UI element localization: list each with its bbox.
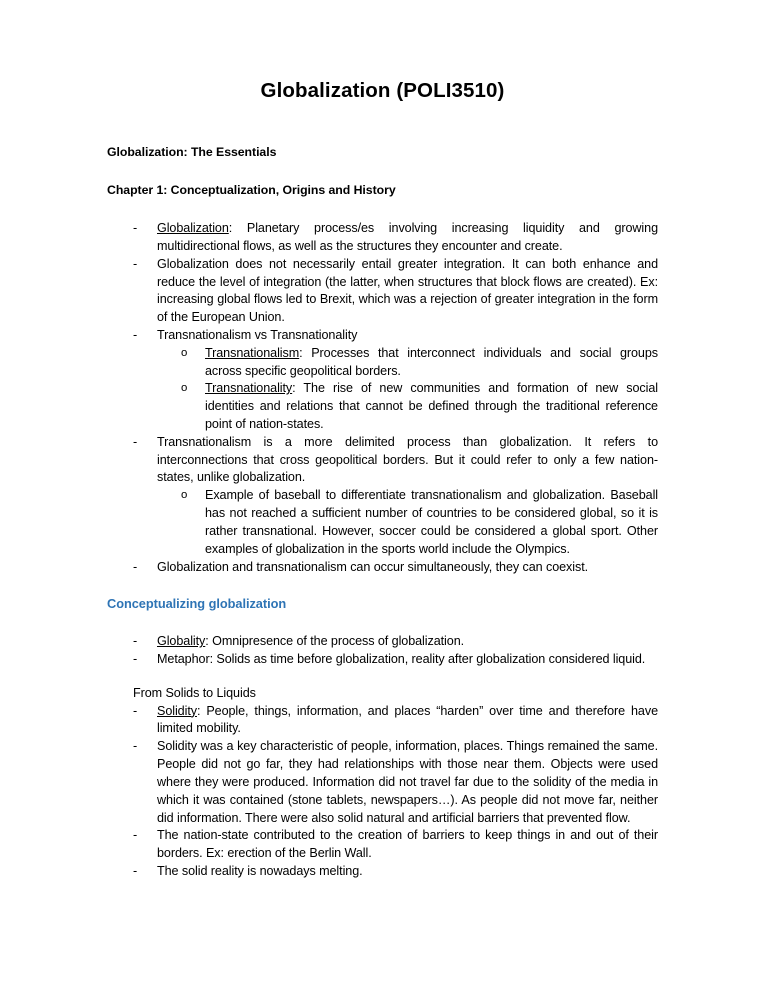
list-item — [107, 559, 658, 577]
spacer — [107, 613, 658, 633]
sub-list-item — [107, 487, 658, 558]
key-term: Solidity — [157, 703, 197, 718]
chapter-heading: Chapter 1: Conceptualization, Origins and History — [107, 182, 396, 197]
list-item — [107, 220, 658, 256]
spacer — [107, 198, 658, 220]
list-item — [107, 863, 658, 881]
list-item-text: The solid reality is nowadays melting. — [157, 863, 363, 878]
page-title: Globalization (POLI3510) — [260, 79, 505, 102]
list-item — [107, 651, 658, 669]
spacer — [107, 104, 658, 144]
dash-bullet-icon: - — [133, 739, 138, 754]
section-heading: Conceptualizing globalization — [107, 596, 287, 612]
sub-list-item — [107, 345, 658, 381]
spacer — [107, 160, 658, 182]
list-item-text: Solidity was a key characteristic of people, information, places. Things remained the same. People did not go far, they had relationships with those near them. Objects were used where they were produced. Information did not travel far due to the solidity of the media in which it was contained (stone tablets, newspapers…). As people did not move far, neither did information. There were also solid natural and artificial barriers that prevented flow. — [157, 739, 658, 825]
sub-list-item — [107, 380, 658, 433]
dash-bullet-icon: - — [133, 703, 138, 718]
list-item-text: Globalization and transnationalism can occur simultaneously, they can coexist. — [157, 559, 589, 574]
list-item — [107, 633, 658, 651]
list-item-text: : Omnipresence of the process of globalization. — [205, 634, 465, 649]
list-item — [107, 738, 658, 827]
document-subtitle: Globalization: The Essentials — [107, 144, 277, 159]
key-term: Transnationalism — [205, 345, 300, 360]
dash-bullet-icon: - — [133, 863, 138, 878]
list-item-text: Globalization does not necessarily entail greater integration. It can both enhance and reduce the level of integration (the latter, when structures that block flows are created). Ex: increasing global flows led to Brexit, which was a rejection of greater integration in the form of the European Union. — [157, 256, 658, 325]
list-item — [107, 434, 658, 487]
document-body — [107, 78, 658, 881]
dash-bullet-icon: - — [133, 652, 138, 667]
conceptualizing-bullet-list — [107, 633, 658, 669]
dash-bullet-icon: - — [133, 634, 138, 649]
dash-bullet-icon: - — [133, 327, 138, 342]
spacer — [107, 576, 658, 596]
list-item-text: Metaphor: Solids as time before globalization, reality after globalization considered liquid. — [157, 652, 646, 667]
list-item — [107, 256, 658, 327]
sublist — [107, 487, 658, 558]
key-term: Globality — [157, 634, 206, 649]
chapter1-bullet-list — [107, 220, 658, 576]
circle-bullet-icon: o — [181, 382, 188, 395]
dash-bullet-icon: - — [133, 434, 138, 449]
sub-list-item-text: : Processes that interconnect individuals and social groups across specific geopolitical borders. — [205, 345, 658, 378]
list-item-text: : People, things, information, and places “harden” over time and therefore have limited mobility. — [157, 703, 658, 736]
list-item — [107, 703, 658, 739]
sub-list-item-text: : The rise of new communities and formation of new social identities and relations that cannot be defined through the traditional reference point of nation-states. — [205, 381, 658, 431]
circle-bullet-icon: o — [181, 489, 188, 502]
list-item-text: : Planetary process/es involving increasing liquidity and growing multidirectional flows, as well as the structures they encounter and create. — [157, 221, 658, 253]
spacer — [107, 669, 658, 685]
dash-bullet-icon: - — [133, 256, 138, 271]
key-term: Globalization — [157, 221, 229, 236]
list-item-text: The nation-state contributed to the creation of barriers to keep things in and out of their borders. Ex: erection of the Berlin Wall. — [157, 828, 658, 861]
list-item-text: Transnationalism is a more delimited process than globalization. It refers to interconnections that cross geopolitical borders. But it could refer to only a few nation-states, unlike globalization. — [157, 434, 658, 485]
solids-bullet-list — [107, 703, 658, 881]
list-item-text: Transnationalism vs Transnationality — [157, 327, 358, 342]
circle-bullet-icon: o — [181, 346, 188, 359]
group-label-solids-to-liquids: From Solids to Liquids — [133, 685, 256, 700]
key-term: Transnationality — [205, 381, 293, 396]
sub-list-item-text: Example of baseball to differentiate transnationalism and globalization. Baseball has not reached a sufficient number of countries to be considered global, so it is rather transnational. However, soccer could be considered a global sport. Other examples of globalization in the sports world include the Olympics. — [205, 488, 658, 556]
dash-bullet-icon: - — [133, 828, 138, 843]
list-item — [107, 327, 658, 345]
sublist — [107, 345, 658, 434]
dash-bullet-icon: - — [133, 221, 138, 236]
dash-bullet-icon: - — [133, 559, 138, 574]
list-item — [107, 827, 658, 863]
